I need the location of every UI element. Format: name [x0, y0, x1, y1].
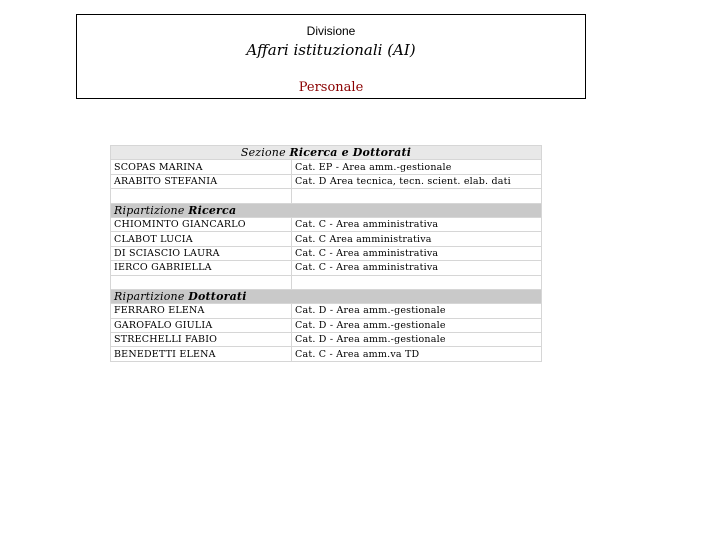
table-row: [111, 174, 542, 188]
staff-name: ARABITO STEFANIA: [111, 174, 292, 188]
staff-role: Cat. C - Area amministrativa: [292, 217, 542, 231]
blank-row: [111, 189, 542, 203]
table-row: [111, 160, 542, 174]
table-row: [111, 246, 542, 260]
table-row: [111, 232, 542, 246]
blank-cell: [111, 189, 292, 203]
staff-name: FERRARO ELENA: [111, 304, 292, 318]
staff-name: SCOPAS MARINA: [111, 160, 292, 174]
group-header-cell: [111, 289, 542, 303]
table-row: [111, 347, 542, 361]
table-title-row: [111, 146, 542, 160]
staff-name: CLABOT LUCIA: [111, 232, 292, 246]
staff-role: Cat. C Area amministrativa: [292, 232, 542, 246]
staff-name: STRECHELLI FABIO: [111, 333, 292, 347]
group-name: Dottorati: [188, 290, 247, 304]
group-header-cell: [111, 203, 542, 217]
blank-row: [111, 275, 542, 289]
table-row: [111, 261, 542, 275]
staff-role: Cat. D - Area amm.-gestionale: [292, 304, 542, 318]
table-title-prefix: Sezione: [240, 146, 286, 160]
staff-table: [110, 145, 542, 362]
staff-role: Cat. C - Area amm.va TD: [292, 347, 542, 361]
blank-cell: [292, 275, 542, 289]
division-name: Affari istituzionali (AI): [246, 41, 416, 59]
division-header-box: [76, 14, 586, 99]
table-row: [111, 304, 542, 318]
table-row: [111, 217, 542, 231]
staff-name: IERCO GABRIELLA: [111, 261, 292, 275]
group-header-row: [111, 203, 542, 217]
group-prefix: Ripartizione: [114, 203, 185, 217]
staff-role: Cat. EP - Area amm.-gestionale: [292, 160, 542, 174]
group-prefix: Ripartizione: [114, 290, 185, 304]
staff-name: BENEDETTI ELENA: [111, 347, 292, 361]
group-header-row: [111, 289, 542, 303]
staff-role: Cat. C - Area amministrativa: [292, 246, 542, 260]
blank-cell: [111, 275, 292, 289]
staff-role: Cat. C - Area amministrativa: [292, 261, 542, 275]
staff-role: Cat. D - Area amm.-gestionale: [292, 318, 542, 332]
table-title-cell: [111, 146, 542, 160]
staff-role: Cat. D Area tecnica, tecn. scient. elab. dati: [292, 174, 542, 188]
table-title-main: Ricerca e Dottorati: [289, 146, 412, 160]
blank-cell: [292, 189, 542, 203]
group-name: Ricerca: [188, 203, 237, 217]
staff-role: Cat. D - Area amm.-gestionale: [292, 333, 542, 347]
section-title: Personale: [298, 80, 364, 95]
staff-name: DI SCIASCIO LAURA: [111, 246, 292, 260]
table-row: [111, 333, 542, 347]
staff-name: GAROFALO GIULIA: [111, 318, 292, 332]
division-label: Divisione: [306, 24, 356, 38]
staff-name: CHIOMINTO GIANCARLO: [111, 217, 292, 231]
table-row: [111, 318, 542, 332]
